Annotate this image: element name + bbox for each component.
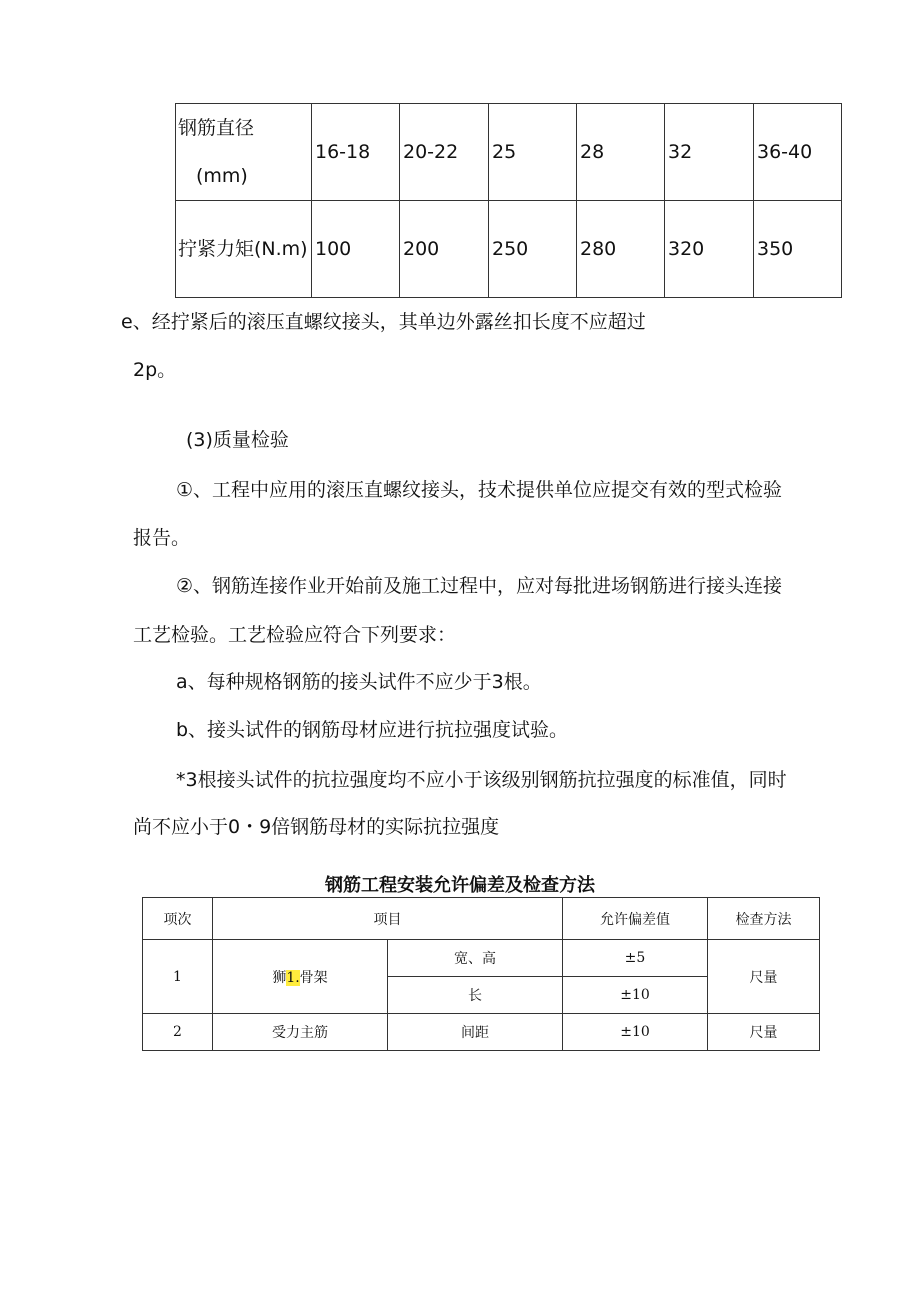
- row2-tol: ±10: [563, 1014, 708, 1051]
- paragraph-b: b、接头试件的钢筋母材应进行抗拉强度试验。: [176, 719, 569, 741]
- tolerance-table-title: 钢筋工程安装允许偏差及检查方法: [325, 875, 595, 896]
- diameter-cell: 20-22: [400, 104, 489, 201]
- diameter-header-unit: (mm): [196, 165, 248, 187]
- row1-sub1: 宽、高: [388, 940, 563, 977]
- row1-item-pre: 狮: [272, 969, 287, 986]
- row1-seq: 1: [143, 940, 213, 1014]
- header-tolerance: 允许偏差值: [563, 898, 708, 940]
- table-row: [143, 1014, 820, 1051]
- row1-method: 尺量: [708, 940, 820, 1014]
- torque-cell: 250: [489, 201, 577, 298]
- paragraph-item1-line2: 报告。: [133, 527, 191, 549]
- paragraph-item2-line1: ②、钢筋连接作业开始前及施工过程中，应对每批进场钢筋进行接头连接: [176, 575, 783, 597]
- row2-sub: 间距: [388, 1014, 563, 1051]
- row1-item-highlight: 1.: [286, 969, 300, 986]
- diameter-cell: 25: [489, 104, 577, 201]
- section-heading-quality: (3)质量检验: [186, 429, 289, 451]
- diameter-cell: 28: [577, 104, 665, 201]
- torque-cell: 100: [312, 201, 400, 298]
- row1-sub2: 长: [388, 977, 563, 1014]
- paragraph-star-line2: 尚不应小于0・9倍钢筋母材的实际抗拉强度: [133, 816, 500, 838]
- diameter-cell: 16-18: [312, 104, 400, 201]
- row2-item: 受力主筋: [213, 1014, 388, 1051]
- tolerance-table: [142, 897, 820, 1051]
- torque-cell: 280: [577, 201, 665, 298]
- row1-item: [213, 940, 388, 1014]
- header-method: 检查方法: [708, 898, 820, 940]
- header-seq: 项次: [143, 898, 213, 940]
- paragraph-star-line1: *3根接头试件的抗拉强度均不应小于该级别钢筋抗拉强度的标准值，同时: [176, 769, 787, 791]
- header-item: 项目: [213, 898, 563, 940]
- diameter-cell: 32: [665, 104, 754, 201]
- diameter-row: [176, 104, 842, 201]
- diameter-cell: 36-40: [754, 104, 842, 201]
- torque-header-cell: 拧紧力矩(N.m): [176, 201, 312, 298]
- paragraph-e-line2: 2p。: [133, 359, 177, 381]
- row2-seq: 2: [143, 1014, 213, 1051]
- row1-item-post: 骨架: [299, 969, 328, 986]
- diameter-header-label: 钢筋直径: [178, 117, 255, 139]
- paragraph-item1-line1: ①、工程中应用的滚压直螺纹接头，技术提供单位应提交有效的型式检验: [176, 479, 783, 501]
- paragraph-e-line1: e、经拧紧后的滚压直螺纹接头，其单边外露丝扣长度不应超过: [121, 311, 646, 333]
- paragraph-a: a、每种规格钢筋的接头试件不应少于3根。: [176, 671, 542, 693]
- diameter-header-cell: [176, 104, 312, 201]
- torque-cell: 200: [400, 201, 489, 298]
- row2-method: 尺量: [708, 1014, 820, 1051]
- tolerance-header-row: [143, 898, 820, 940]
- table-row: [143, 940, 820, 977]
- torque-cell: 320: [665, 201, 754, 298]
- torque-table: [175, 103, 842, 298]
- torque-cell: 350: [754, 201, 842, 298]
- row1-tol2: ±10: [563, 977, 708, 1014]
- row1-tol1: ±5: [563, 940, 708, 977]
- torque-row: [176, 201, 842, 298]
- paragraph-item2-line2: 工艺检验。工艺检验应符合下列要求：: [133, 624, 457, 646]
